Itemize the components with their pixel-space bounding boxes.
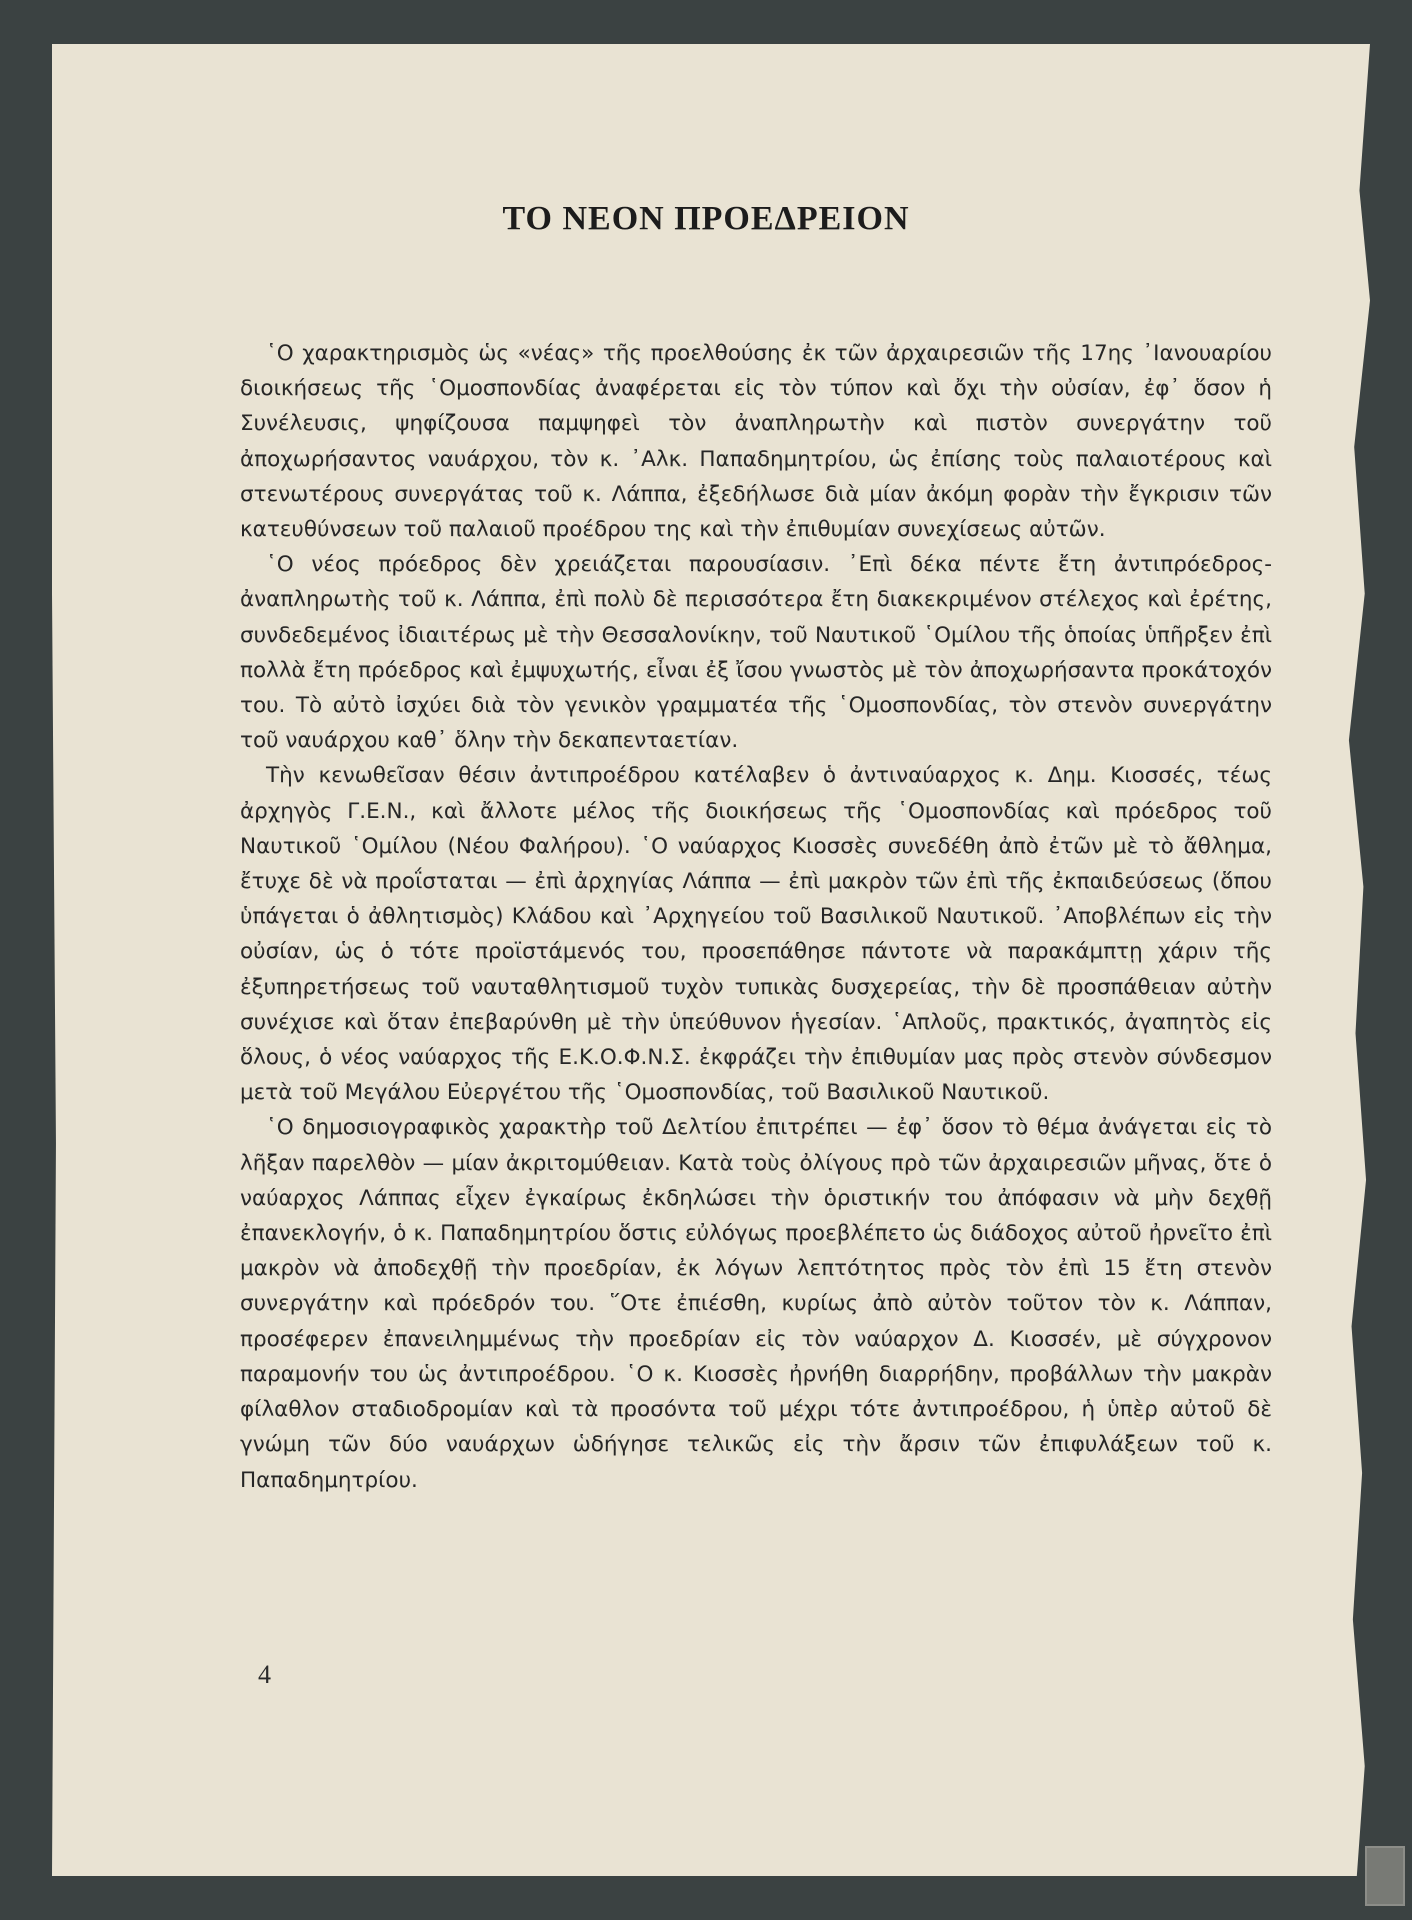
- paragraph-3: Τὴν κενωθεῖσαν θέσιν ἀντιπροέδρου κατέλαβεν ὁ ἀντιναύαρχος κ. Δημ. Κιοσσές, τέως ἀρχηγὸς Γ.Ε.Ν., καὶ ἄλλοτε μέλος τῆς διοικήσεως τῆς ῾Ομοσπονδίας καὶ πρόεδρος τοῦ Ναυτικοῦ ῾Ομίλου (Νέου Φαλήρου). ῾Ο ναύαρχος Κιοσσὲς συνεδέθη ἀπὸ ἐτῶν μὲ τὸ ἄθλημα, ἔτυχε δὲ νὰ προΐσταται — ἐπὶ ἀρχηγίας Λάππα — ἐπὶ μακρὸν τῶν ἐπὶ τῆς ἐκπαιδεύσεως (ὅπου ὑπάγεται ὁ ἀθλητισμὸς) Κλάδου καὶ ᾿Αρχηγείου τοῦ Βασιλικοῦ Ναυτικοῦ. ᾿Αποβλέπων εἰς τὴν οὐσίαν, ὡς ὁ τότε προϊστάμενός του, προσεπάθησε πάντοτε νὰ παρακάμπτῃ χάριν τῆς ἐξυπηρετήσεως τοῦ ναυταθλητισμοῦ τυχὸν τυπικὰς δυσχερείας, τὴν δὲ προσπάθειαν αὐτὴν συνέχισε καὶ ὅταν ἐπεβαρύνθη μὲ τὴν ὑπεύθυνον ἡγεσίαν. ῾Απλοῦς, πρακτικός, ἀγαπητὸς εἰς ὅλους, ὁ νέος ναύαρχος τῆς Ε.Κ.Ο.Φ.Ν.Σ. ἐκφράζει τὴν ἐπιθυμίαν μας πρὸς στενὸν σύνδεσμον μετὰ τοῦ Μεγάλου Εὐεργέτου τῆς ῾Ομοσπονδίας, τοῦ Βασιλικοῦ Ναυτικοῦ.: [240, 763, 1272, 1106]
- paragraph-4: ῾Ο δημοσιογραφικὸς χαρακτὴρ τοῦ Δελτίου ἐπιτρέπει — ἐφ᾿ ὅσον τὸ θέμα ἀνάγεται εἰς τὸ λῆξαν παρελθὸν — μίαν ἀκριτομύθειαν. Κατὰ τοὺς ὀλίγους πρὸ τῶν ἀρχαιρεσιῶν μῆνας, ὅτε ὁ ναύαρχος Λάππας εἶχεν ἐγκαίρως ἐκδηλώσει τὴν ὁριστικήν του ἀπόφασιν νὰ μὴν δεχθῇ ἐπανεκλογήν, ὁ κ. Παπαδημητρίου ὅστις εὐλόγως προεβλέπετο ὡς διάδοχος αὐτοῦ ἠρνεῖτο ἐπὶ μακρὸν νὰ ἀποδεχθῇ τὴν προεδρίαν, ἐκ λόγων λεπτότητος πρὸς τὸν ἐπὶ 15 ἔτη στενὸν συνεργάτην καὶ πρόεδρόν του. ῞Οτε ἐπιέσθη, κυρίως ἀπὸ αὐτὸν τοῦτον τὸν κ. Λάππαν, προσέφερεν ἐπανειλημμένως τὴν προεδρίαν εἰς τὸν ναύαρχον Δ. Κιοσσέν, μὲ σύγχρονον παραμονήν του ὡς ἀντιπροέδρου. ῾Ο κ. Κιοσσὲς ἠρνήθη διαρρήδην, προβάλλων τὴν μακρὰν φίλαθλον σταδιοδρομίαν καὶ τὰ προσόντα τοῦ μέχρι τότε ἀντιπροέδρου, ἡ ὑπὲρ αὐτοῦ δὲ γνώμη τῶν δύο ναυάρχων ὡδήγησε τελικῶς εἰς τὴν ἄρσιν τῶν ἐπιφυλάξεων τοῦ κ. Παπαδημητρίου.: [240, 1115, 1272, 1493]
- article-body: [240, 336, 1272, 1498]
- page-number: 4: [258, 1660, 271, 1689]
- archive-stamp-icon: [1365, 1846, 1405, 1906]
- paragraph-2: ῾Ο νέος πρόεδρος δὲν χρειάζεται παρουσίασιν. ᾿Επὶ δέκα πέντε ἔτη ἀντιπρόεδρος-ἀναπληρωτὴς τοῦ κ. Λάππα, ἐπὶ πολὺ δὲ περισσότερα ἔτη διακεκριμένον στέλεχος καὶ ἐρέτης, συνδεδεμένος ἰδιαιτέρως μὲ τὴν Θεσσαλονίκην, τοῦ Ναυτικοῦ ῾Ομίλου τῆς ὁποίας ὑπῆρξεν ἐπὶ πολλὰ ἔτη πρόεδρος καὶ ἐμψυχωτής, εἶναι ἐξ ἴσου γνωστὸς μὲ τὸν ἀποχωρήσαντα προκάτοχόν του. Τὸ αὐτὸ ἰσχύει διὰ τὸν γενικὸν γραμματέα τῆς ῾Ομοσπονδίας, τὸν στενὸν συνεργάτην τοῦ ναυάρχου καθ᾿ ὅλην τὴν δεκαπενταετίαν.: [240, 552, 1272, 754]
- paragraph-1: ῾Ο χαρακτηρισμὸς ὡς «νέας» τῆς προελθούσης ἐκ τῶν ἀρχαιρεσιῶν τῆς 17ης ᾿Ιανουαρίου διοικήσεως τῆς ῾Ομοσπονδίας ἀναφέρεται εἰς τὸν τύπον καὶ ὄχι τὴν οὐσίαν, ἐφ᾿ ὅσον ἡ Συνέλευσις, ψηφίζουσα παμψηφεὶ τὸν ἀναπληρωτὴν καὶ πιστὸν συνεργάτην τοῦ ἀποχωρήσαντος ναυάρχου, τὸν κ. ᾿Αλκ. Παπαδημητρίου, ὡς ἐπίσης τοὺς παλαιοτέρους καὶ στενωτέρους συνεργάτας τοῦ κ. Λάππα, ἐξεδήλωσε διὰ μίαν ἀκόμη φορὰν τὴν ἔγκρισιν τῶν κατευθύνσεων τοῦ παλαιοῦ προέδρου της καὶ τὴν ἐπιθυμίαν συνεχίσεως αὐτῶν.: [240, 341, 1272, 543]
- page-title: ΤΟ ΝΕΟΝ ΠΡΟΕΔΡΕΙΟΝ: [502, 200, 910, 237]
